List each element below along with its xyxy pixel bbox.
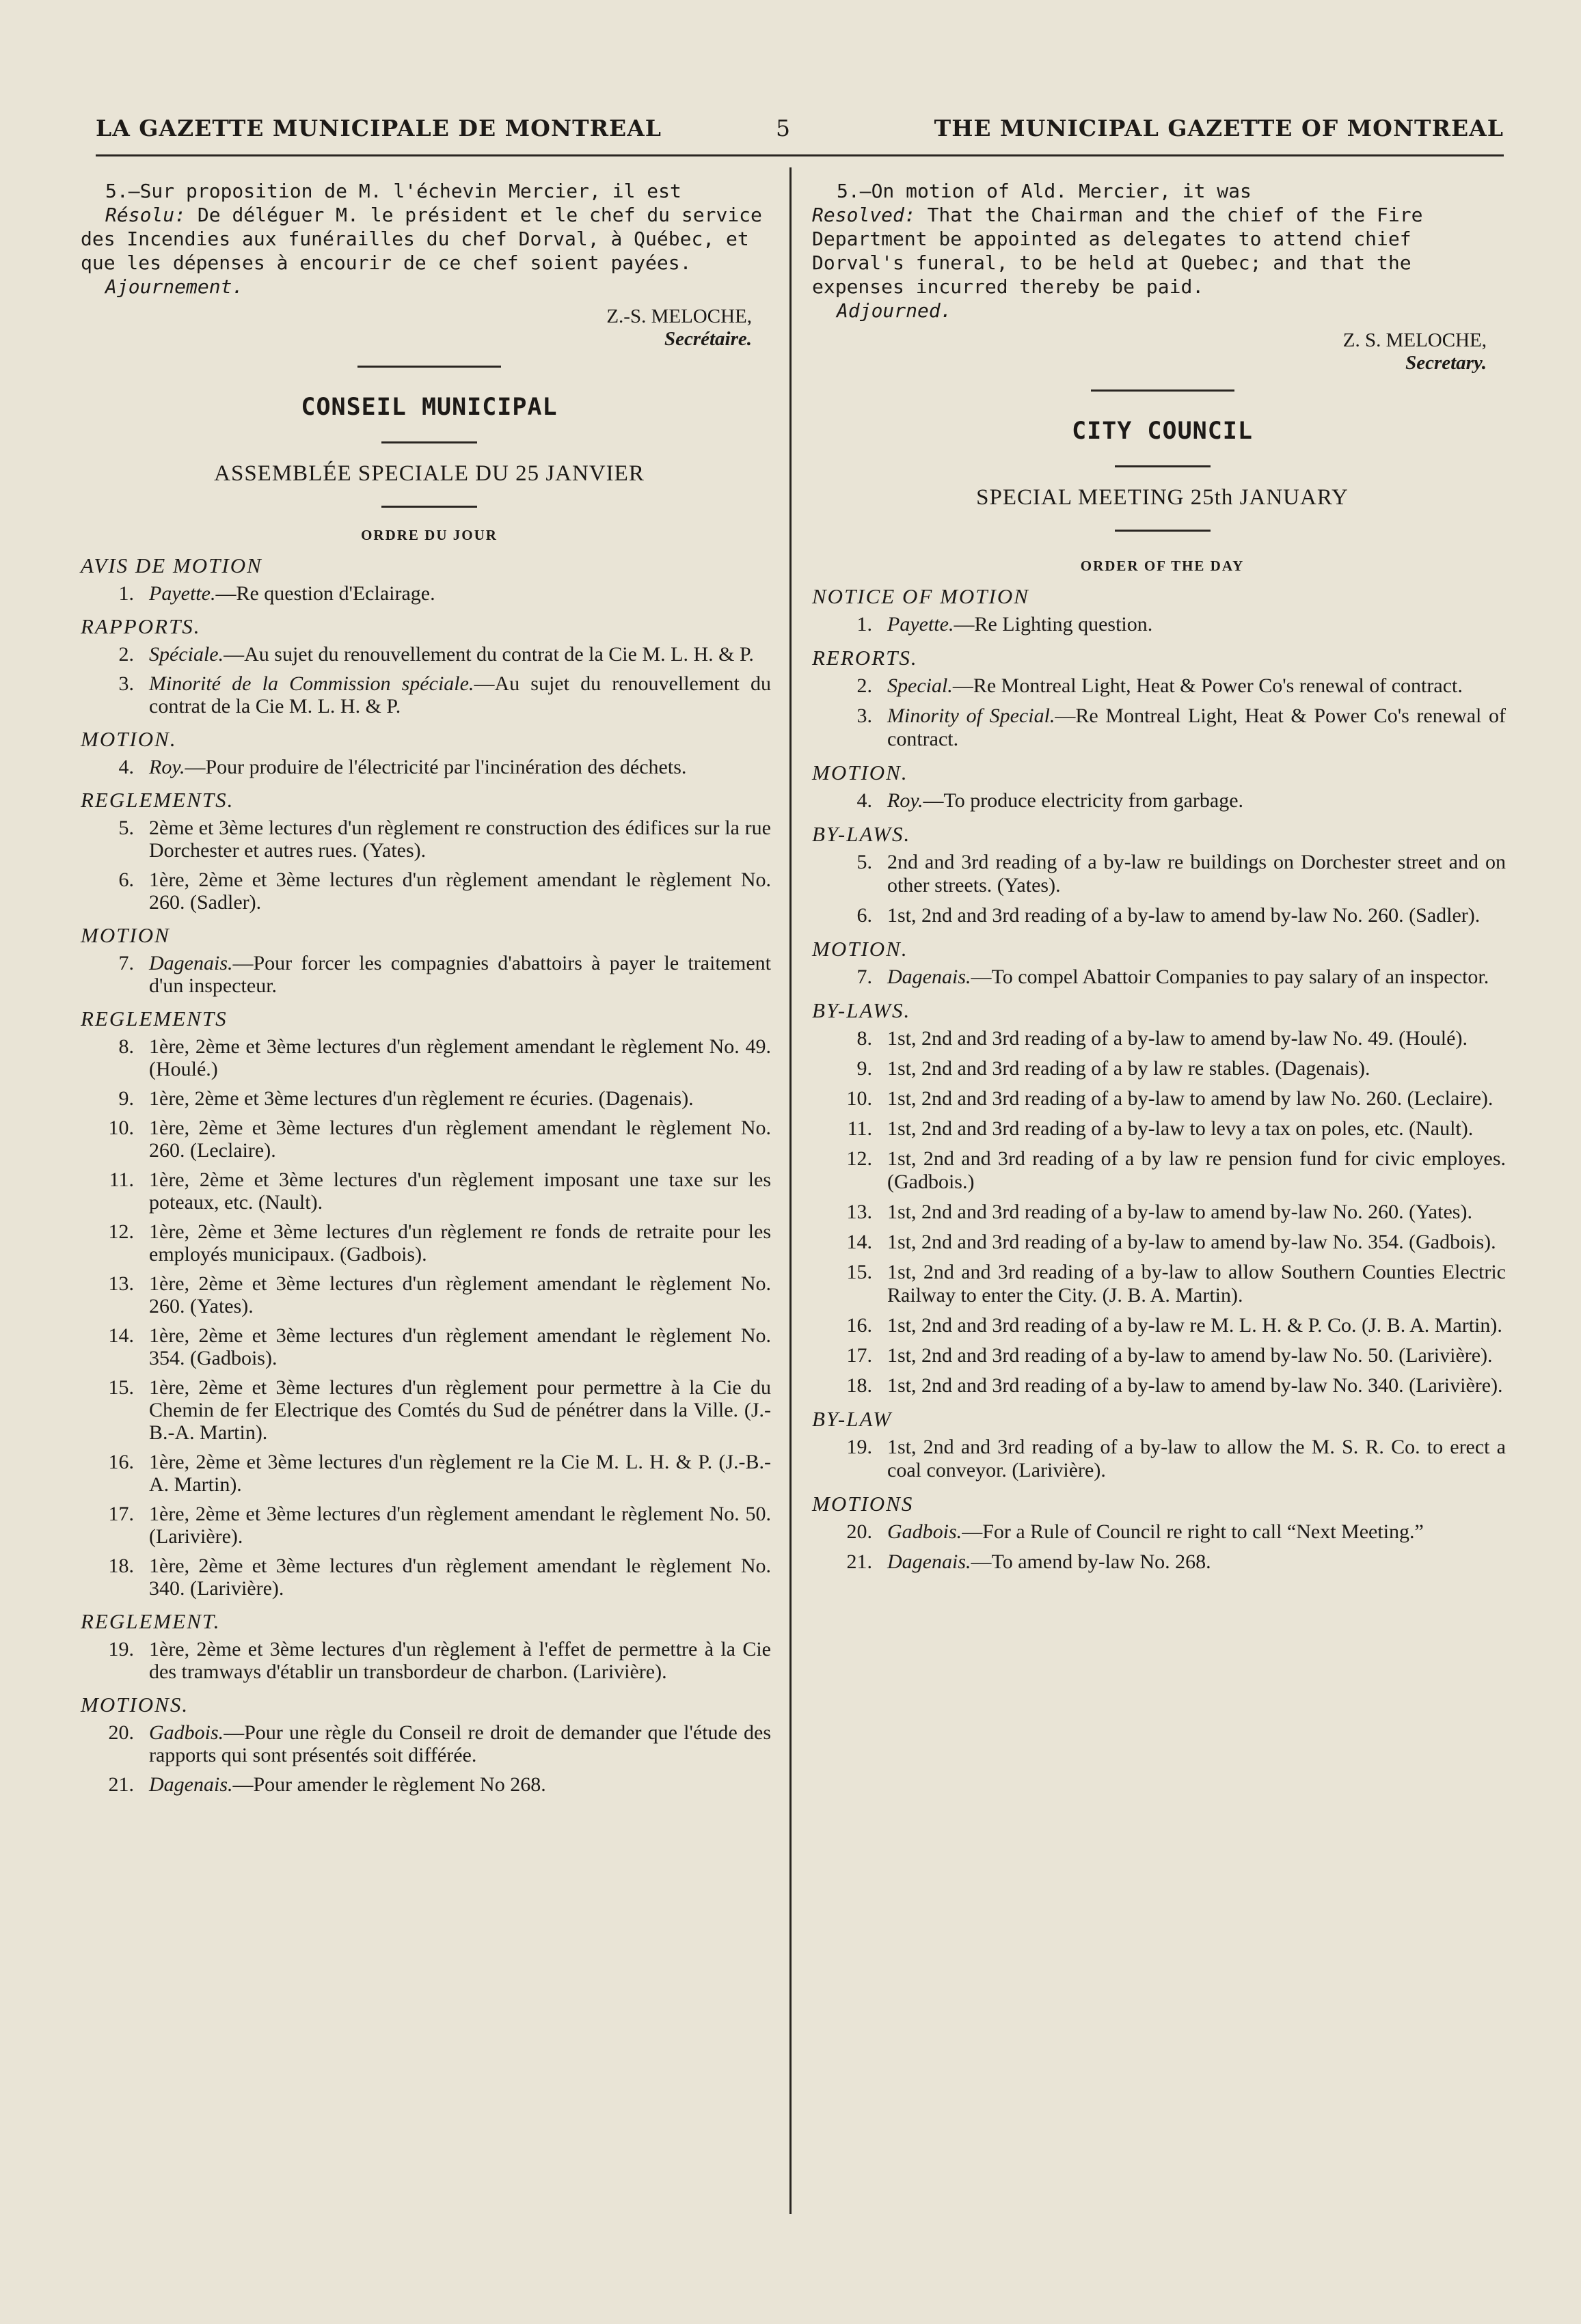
section-heading: BY-LAWS.: [812, 998, 911, 1022]
item-number: 15.: [108, 1376, 134, 1399]
item-number: 1.: [856, 613, 872, 635]
intro-item: 5.—On motion of Ald. Mercier, it was: [837, 180, 1252, 202]
item-number: 15.: [846, 1261, 872, 1283]
agenda-item: [812, 613, 1513, 636]
item-text: —Au sujet du renouvellement du contrat de la Cie M. L. H. & P.: [149, 672, 771, 717]
agenda-item: [81, 1638, 778, 1683]
item-text: 1ère, 2ème et 3ème lectures d'un règlement re la Cie M. L. H. & P. (J.-B.-A. Martin).: [149, 1451, 771, 1496]
item-text-block: [887, 1147, 1513, 1194]
item-text-block: [887, 1117, 1513, 1140]
item-number: 11.: [109, 1168, 134, 1191]
item-text: —To produce electricity from garbage.: [923, 789, 1244, 812]
item-text: 1ère, 2ème et 3ème lectures d'un règlement imposant une taxe sur les poteaux, etc. (Nault).: [149, 1168, 771, 1214]
item-text-block: [887, 904, 1513, 927]
agenda-item: [81, 1168, 778, 1214]
item-text-block: [149, 1324, 778, 1369]
agenda-item: [812, 851, 1513, 897]
item-text: 1st, 2nd and 3rd reading of a by-law re M. L. H. & P. Co. (J. B. A. Martin).: [887, 1314, 1502, 1337]
item-number: 13.: [846, 1201, 872, 1223]
item-number: 16.: [846, 1314, 872, 1337]
item-number: 8.: [856, 1027, 872, 1050]
section-heading: MOTION.: [812, 761, 908, 784]
item-text: 1st, 2nd and 3rd reading of a by-law to allow Southern Counties Electric Railway to enter the City. (J. B. A. Martin).: [887, 1261, 1506, 1307]
section-heading: REGLEMENTS: [81, 1007, 228, 1030]
item-text: 1ère, 2ème et 3ème lectures d'un règlement pour permettre à la Cie du Chemin de fer Electrique des Comtés du Sud de pénétrer dans la Ville. (J.-B.-A. Martin).: [149, 1376, 771, 1444]
meeting-title: ASSEMBLÉE SPECIALE DU 25 JANVIER: [214, 461, 645, 486]
section-heading: BY-LAWS.: [812, 822, 911, 846]
item-text: 1st, 2nd and 3rd reading of a by law re stables. (Dagenais).: [887, 1057, 1370, 1080]
item-text: —To compel Abattoir Companies to pay salary of an inspector.: [971, 966, 1489, 988]
agenda-item: [81, 756, 778, 778]
item-text-block: [887, 705, 1513, 751]
item-text-block: [887, 851, 1513, 897]
item-text: 1st, 2nd and 3rd reading of a by law re pension fund for civic employes. (Gadbois.): [887, 1147, 1506, 1193]
section-heading: BY-LAW: [812, 1407, 893, 1431]
item-mover: Dagenais.: [887, 966, 971, 988]
item-text: —To amend by-law No. 268.: [971, 1550, 1211, 1573]
signature-title: Secrétaire.: [664, 328, 752, 350]
item-mover: Spéciale.: [149, 643, 224, 666]
agenda-item: [81, 1117, 778, 1162]
section-rule: [1115, 465, 1211, 467]
section-heading: AVIS DE MOTION: [81, 553, 262, 577]
item-number: 12.: [108, 1220, 134, 1243]
section-heading: MOTION.: [81, 727, 177, 751]
item-text: 1st, 2nd and 3rd reading of a by-law to amend by-law No. 340. (Larivière).: [887, 1374, 1503, 1397]
resolved-text: That the Chairman and the chief of the Fire Department be appointed as delegates to attend chief Dorval's funeral, to be held at Quebec; and that the expenses incurred thereby be paid.: [812, 204, 1423, 298]
item-text-block: [887, 1027, 1513, 1050]
item-mover: Minorité de la Commission spéciale.: [149, 672, 474, 695]
item-text-block: [149, 1638, 778, 1683]
item-number: 7.: [118, 952, 134, 974]
header-right-title: THE MUNICIPAL GAZETTE OF MONTREAL: [934, 115, 1504, 141]
item-mover: Roy.: [149, 756, 185, 778]
item-text-block: [887, 1344, 1513, 1367]
item-text: —Au sujet du renouvellement du contrat de la Cie M. L. H. & P.: [224, 643, 754, 666]
french-column: [81, 179, 778, 1803]
item-number: 9.: [118, 1087, 134, 1110]
item-text-block: [887, 966, 1513, 989]
item-text-block: [149, 869, 778, 914]
item-text-block: [887, 1520, 1513, 1544]
item-text: 1ère, 2ème et 3ème lectures d'un règlement à l'effet de permettre à la Cie des tramways d'établir un transbordeur de charbon. (Larivière).: [149, 1638, 771, 1683]
section-heading: REGLEMENTS.: [81, 788, 234, 812]
item-number: 10.: [108, 1117, 134, 1139]
item-number: 14.: [846, 1231, 872, 1253]
section-heading: MOTIONS.: [81, 1693, 189, 1717]
item-text-block: [149, 1117, 778, 1162]
agenda-item: [81, 1035, 778, 1080]
item-mover: Dagenais.: [149, 952, 233, 974]
section-rule: [381, 506, 477, 508]
agenda-item: [81, 1721, 778, 1766]
agenda-item: [81, 1272, 778, 1317]
item-number: 14.: [108, 1324, 134, 1347]
resolved-label: Resolved:: [812, 204, 916, 226]
agenda-item: [81, 1773, 778, 1796]
signature-name: Z. S. MELOCHE,: [1342, 329, 1487, 351]
item-mover: Payette.: [149, 582, 216, 605]
item-text-block: [149, 1376, 778, 1444]
item-text-block: [887, 789, 1513, 812]
item-text: 1ère, 2ème et 3ème lectures d'un règlement re écuries. (Dagenais).: [149, 1087, 694, 1110]
section-heading: MOTION: [81, 923, 170, 947]
item-number: 2.: [118, 643, 134, 666]
item-number: 19.: [846, 1436, 872, 1458]
item-number: 4.: [118, 756, 134, 778]
item-text: —Pour amender le règlement No 268.: [232, 1773, 546, 1796]
section-rule: [381, 441, 477, 443]
column-divider: [789, 167, 792, 2214]
agenda-item: [812, 674, 1513, 698]
item-text: 1st, 2nd and 3rd reading of a by-law to levy a tax on poles, etc. (Nault).: [887, 1117, 1474, 1140]
order-of-day: ORDRE DU JOUR: [361, 527, 498, 543]
item-number: 18.: [108, 1555, 134, 1577]
section-heading: MOTION.: [812, 937, 908, 961]
header-left-title: LA GAZETTE MUNICIPALE DE MONTREAL: [96, 115, 662, 141]
agenda-item: [812, 1261, 1513, 1307]
item-number: 9.: [856, 1057, 872, 1080]
item-text-block: [149, 1087, 778, 1110]
item-text-block: [149, 1503, 778, 1548]
item-mover: Gadbois.: [149, 1721, 224, 1744]
item-number: 12.: [846, 1147, 872, 1170]
agenda-item: [81, 672, 778, 717]
item-text-block: [149, 1721, 778, 1766]
item-text: —Re question d'Eclairage.: [215, 582, 435, 605]
agenda-item: [812, 1231, 1513, 1254]
item-text: 2nd and 3rd reading of a by-law re buildings on Dorchester street and on other streets. (Yates).: [887, 851, 1506, 897]
item-number: 17.: [108, 1503, 134, 1525]
adjourned-text: Adjourned.: [837, 299, 952, 322]
agenda-item: [81, 1087, 778, 1110]
item-text: 1st, 2nd and 3rd reading of a by-law to amend by-law No. 354. (Gadbois).: [887, 1231, 1496, 1253]
item-text-block: [887, 1087, 1513, 1110]
agenda-item: [81, 643, 778, 666]
item-text: 1ère, 2ème et 3ème lectures d'un règlement amendant le règlement No. 340. (Larivière).: [149, 1555, 771, 1600]
item-text-block: [149, 1272, 778, 1317]
item-text-block: [887, 1436, 1513, 1482]
item-text: 1st, 2nd and 3rd reading of a by-law to amend by law No. 260. (Leclaire).: [887, 1087, 1494, 1110]
resolved-label: Résolu:: [105, 204, 187, 226]
item-number: 5.: [118, 817, 134, 839]
section-rule: [1091, 389, 1234, 392]
item-text-block: [887, 1231, 1513, 1254]
item-number: 7.: [856, 966, 872, 988]
item-text-block: [887, 1314, 1513, 1337]
item-text-block: [887, 1057, 1513, 1080]
item-text: —Pour produire de l'électricité par l'incinération des déchets.: [185, 756, 687, 778]
agenda-item: [812, 1087, 1513, 1110]
agenda-item: [81, 582, 778, 605]
order-of-day: ORDER OF THE DAY: [1080, 558, 1245, 574]
item-text: 1ère, 2ème et 3ème lectures d'un règlement amendant le règlement No. 354. (Gadbois).: [149, 1324, 771, 1369]
item-number: 3.: [118, 672, 134, 695]
agenda-item: [812, 1057, 1513, 1080]
item-text: 1ère, 2ème et 3ème lectures d'un règlement amendant le règlement No. 50. (Larivière).: [149, 1503, 771, 1548]
section-heading: NOTICE OF MOTION: [812, 584, 1029, 608]
agenda-sections: [81, 553, 778, 1796]
item-text: —For a Rule of Council re right to call “Next Meeting.”: [962, 1520, 1424, 1543]
item-text-block: [887, 1550, 1513, 1574]
item-number: 16.: [108, 1451, 134, 1473]
agenda-item: [812, 705, 1513, 751]
item-text: —Re Montreal Light, Heat & Power Co's renewal of contract.: [887, 705, 1506, 750]
item-number: 4.: [856, 789, 872, 812]
agenda-item: [812, 1117, 1513, 1140]
item-number: 17.: [846, 1344, 872, 1367]
section-heading: RAPPORTS.: [81, 614, 201, 638]
agenda-item: [81, 869, 778, 914]
item-text-block: [149, 1555, 778, 1600]
item-text: 2ème et 3ème lectures d'un règlement re construction des édifices sur la rue Dorchester et autres rues. (Yates).: [149, 817, 771, 862]
item-number: 11.: [847, 1117, 872, 1140]
item-number: 21.: [846, 1550, 872, 1573]
item-text: 1st, 2nd and 3rd reading of a by-law to amend by-law No. 260. (Sadler).: [887, 904, 1481, 927]
agenda-item: [81, 1220, 778, 1266]
item-text-block: [887, 1374, 1513, 1397]
item-mover: Payette.: [887, 613, 954, 635]
item-text: 1ère, 2ème et 3ème lectures d'un règlement amendant le règlement No. 260. (Leclaire).: [149, 1117, 771, 1162]
item-text-block: [149, 672, 778, 717]
item-text: —Re Montreal Light, Heat & Power Co's renewal of contract.: [952, 674, 1463, 697]
agenda-item: [81, 1555, 778, 1600]
intro-item: 5.—Sur proposition de M. l'échevin Mercier, il est: [105, 180, 681, 202]
section-heading: MOTIONS: [812, 1492, 914, 1516]
item-text-block: [149, 756, 778, 778]
item-mover: Gadbois.: [887, 1520, 962, 1543]
item-text-block: [149, 1773, 778, 1796]
agenda-item: [812, 789, 1513, 812]
item-mover: Dagenais.: [887, 1550, 971, 1573]
agenda-item: [812, 1436, 1513, 1482]
resolved-text: De déléguer M. le président et le chef du service des Incendies aux funérailles du chef Dorval, à Québec, et que les dépenses à encourir de ce chef soient payées.: [81, 204, 762, 274]
signature-name: Z.-S. MELOCHE,: [606, 305, 752, 327]
item-text-block: [887, 613, 1513, 636]
agenda-item: [81, 952, 778, 997]
item-number: 6.: [118, 869, 134, 891]
item-number: 3.: [856, 705, 872, 727]
item-text: 1ère, 2ème et 3ème lectures d'un règlement amendant le règlement No. 49. (Houlé.): [149, 1035, 771, 1080]
item-text-block: [149, 1035, 778, 1080]
agenda-item: [812, 1520, 1513, 1544]
agenda-item: [81, 817, 778, 862]
agenda-item: [81, 1376, 778, 1444]
item-text-block: [887, 1261, 1513, 1307]
section-heading: RERORTS.: [812, 646, 918, 670]
agenda-item: [812, 1550, 1513, 1574]
item-text: 1ère, 2ème et 3ème lectures d'un règlement amendant le règlement No. 260. (Yates).: [149, 1272, 771, 1317]
section-rule: [357, 366, 501, 368]
item-text: —Pour une règle du Conseil re droit de demander que l'étude des rapports qui sont présentés soit différée.: [149, 1721, 771, 1766]
item-text-block: [149, 1451, 778, 1496]
item-text: 1ère, 2ème et 3ème lectures d'un règlement re fonds de retraite pour les employés municipaux. (Gadbois).: [149, 1220, 771, 1266]
item-text: 1ère, 2ème et 3ème lectures d'un règlement amendant le règlement No. 260. (Sadler).: [149, 869, 771, 914]
item-text-block: [149, 1220, 778, 1266]
page-number: 5: [776, 115, 791, 141]
agenda-sections: [812, 584, 1513, 1574]
item-number: 8.: [118, 1035, 134, 1058]
agenda-item: [81, 1503, 778, 1548]
item-mover: Roy.: [887, 789, 923, 812]
item-text-block: [887, 1201, 1513, 1224]
item-number: 5.: [856, 851, 872, 873]
item-number: 10.: [846, 1087, 872, 1110]
council-title: CITY COUNCIL: [1072, 418, 1253, 445]
english-column: [812, 179, 1513, 1581]
item-text-block: [149, 817, 778, 862]
item-text: 1st, 2nd and 3rd reading of a by-law to allow the M. S. R. Co. to erect a coal conveyor. (Larivière).: [887, 1436, 1506, 1481]
item-mover: Dagenais.: [149, 1773, 233, 1796]
item-number: 6.: [856, 904, 872, 927]
adjourned-text: Ajournement.: [105, 275, 244, 298]
item-mover: Special.: [887, 674, 953, 697]
item-number: 20.: [846, 1520, 872, 1543]
item-number: 2.: [856, 674, 872, 697]
item-text: —Pour forcer les compagnies d'abattoirs à payer le traitement d'un inspecteur.: [149, 952, 771, 997]
agenda-item: [812, 1344, 1513, 1367]
item-text: —Re Lighting question.: [954, 613, 1153, 635]
item-mover: Minority of Special.: [887, 705, 1055, 727]
agenda-item: [812, 1147, 1513, 1194]
agenda-item: [812, 1314, 1513, 1337]
agenda-item: [81, 1324, 778, 1369]
agenda-item: [812, 966, 1513, 989]
agenda-item: [812, 1201, 1513, 1224]
page-header: [96, 115, 1504, 149]
agenda-item: [812, 1374, 1513, 1397]
header-rule: [96, 154, 1504, 156]
agenda-item: [812, 1027, 1513, 1050]
item-number: 19.: [108, 1638, 134, 1660]
section-rule: [1115, 530, 1211, 532]
council-title: CONSEIL MUNICIPAL: [301, 394, 558, 421]
item-text-block: [149, 952, 778, 997]
item-text-block: [149, 582, 778, 605]
item-number: 13.: [108, 1272, 134, 1295]
signature-title: Secretary.: [1405, 352, 1487, 374]
meeting-title: SPECIAL MEETING 25th JANUARY: [976, 485, 1349, 510]
item-number: 1.: [118, 582, 134, 605]
item-text-block: [149, 1168, 778, 1214]
item-text-block: [149, 643, 778, 666]
item-text-block: [887, 674, 1513, 698]
item-number: 20.: [108, 1721, 134, 1744]
item-number: 18.: [846, 1374, 872, 1397]
item-text: 1st, 2nd and 3rd reading of a by-law to amend by-law No. 260. (Yates).: [887, 1201, 1472, 1223]
agenda-item: [812, 904, 1513, 927]
agenda-item: [81, 1451, 778, 1496]
item-text: 1st, 2nd and 3rd reading of a by-law to amend by-law No. 49. (Houlé).: [887, 1027, 1468, 1050]
item-text: 1st, 2nd and 3rd reading of a by-law to amend by-law No. 50. (Larivière).: [887, 1344, 1493, 1367]
section-heading: REGLEMENT.: [81, 1609, 221, 1633]
item-number: 21.: [108, 1773, 134, 1796]
